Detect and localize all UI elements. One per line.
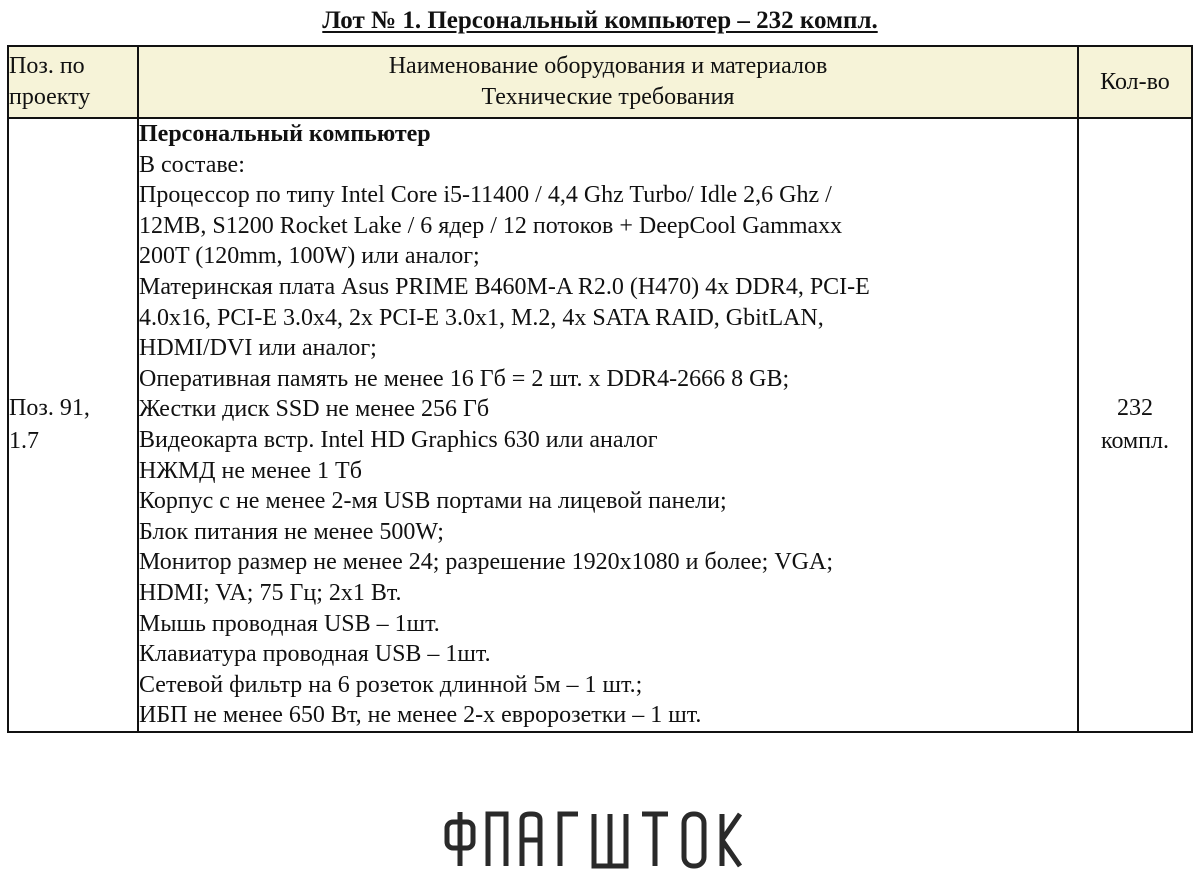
document-title-text: Лот № 1. Персональный компьютер – 232 компл. xyxy=(322,7,878,34)
spec-line: Сетевой фильтр на 6 розеток длинной 5м – 1 шт.; xyxy=(139,671,643,698)
watermark-logo xyxy=(0,808,1200,870)
spec-line: ИБП не менее 650 Вт, не менее 2-х евророзетки – 1 шт. xyxy=(139,702,702,729)
position-line: Поз. 91, xyxy=(9,394,90,421)
spec-line: Клавиатура проводная USB – 1шт. xyxy=(139,641,491,668)
table-row xyxy=(8,118,1192,732)
description-cell xyxy=(138,118,1078,732)
item-title: Персональный компьютер xyxy=(139,121,431,147)
table-header-row xyxy=(8,46,1192,118)
spec-line: HDMI; VA; 75 Гц; 2x1 Вт. xyxy=(139,579,402,606)
spec-line: Мышь проводная USB – 1шт. xyxy=(139,610,440,637)
header-name-line: Наименование оборудования и материалов xyxy=(388,53,828,79)
spec-line: Жестки диск SSD не менее 256 Гб xyxy=(139,396,490,423)
spec-line: Монитор размер не менее 24; разрешение 1920x1080 и более; VGA; xyxy=(139,549,833,576)
header-name-line: Технические требования xyxy=(481,84,735,110)
position-cell xyxy=(8,118,138,732)
header-position-line: Поз. по xyxy=(9,53,85,79)
spec-line: Корпус с не менее 2-мя USB портами на лицевой панели; xyxy=(139,488,727,515)
quantity-line: компл. xyxy=(1101,427,1169,454)
quantity-cell xyxy=(1078,118,1192,732)
spec-line: НЖМД не менее 1 Тб xyxy=(139,457,362,484)
spec-line: 12MB, S1200 Rocket Lake / 6 ядер / 12 потоков + DeepCool Gammaxx xyxy=(139,212,843,239)
spec-list xyxy=(139,150,1077,731)
spec-line: Блок питания не менее 500W; xyxy=(139,518,444,545)
spec-line: Материнская плата Asus PRIME B460M-A R2.0 (H470) 4x DDR4, PCI-E xyxy=(139,273,870,300)
spec-line: 200T (120mm, 100W) или аналог; xyxy=(139,243,480,270)
header-quantity: Кол-во xyxy=(1078,46,1192,118)
spec-line: HDMI/DVI или аналог; xyxy=(139,335,377,362)
spec-line: Оперативная память не менее 16 Гб = 2 шт. x DDR4-2666 8 GB; xyxy=(139,365,790,392)
header-position-line: проекту xyxy=(9,84,91,110)
quantity-line: 232 xyxy=(1117,394,1153,421)
spec-line: Процессор по типу Intel Core i5-11400 / 4,4 Ghz Turbo/ Idle 2,6 Ghz / xyxy=(139,182,832,209)
spec-line: В составе: xyxy=(139,151,245,178)
header-position xyxy=(8,46,138,118)
specification-table xyxy=(7,45,1193,733)
spec-line: 4.0x16, PCI-E 3.0x4, 2x PCI-E 3.0x1, M.2, 4x SATA RAID, GbitLAN, xyxy=(139,304,824,331)
position-line: 1.7 xyxy=(9,427,39,454)
watermark-logo-icon xyxy=(440,808,760,870)
document-title xyxy=(0,4,1200,38)
header-name xyxy=(138,46,1078,118)
spec-line: Видеокарта встр. Intel HD Graphics 630 или аналог xyxy=(139,426,658,453)
